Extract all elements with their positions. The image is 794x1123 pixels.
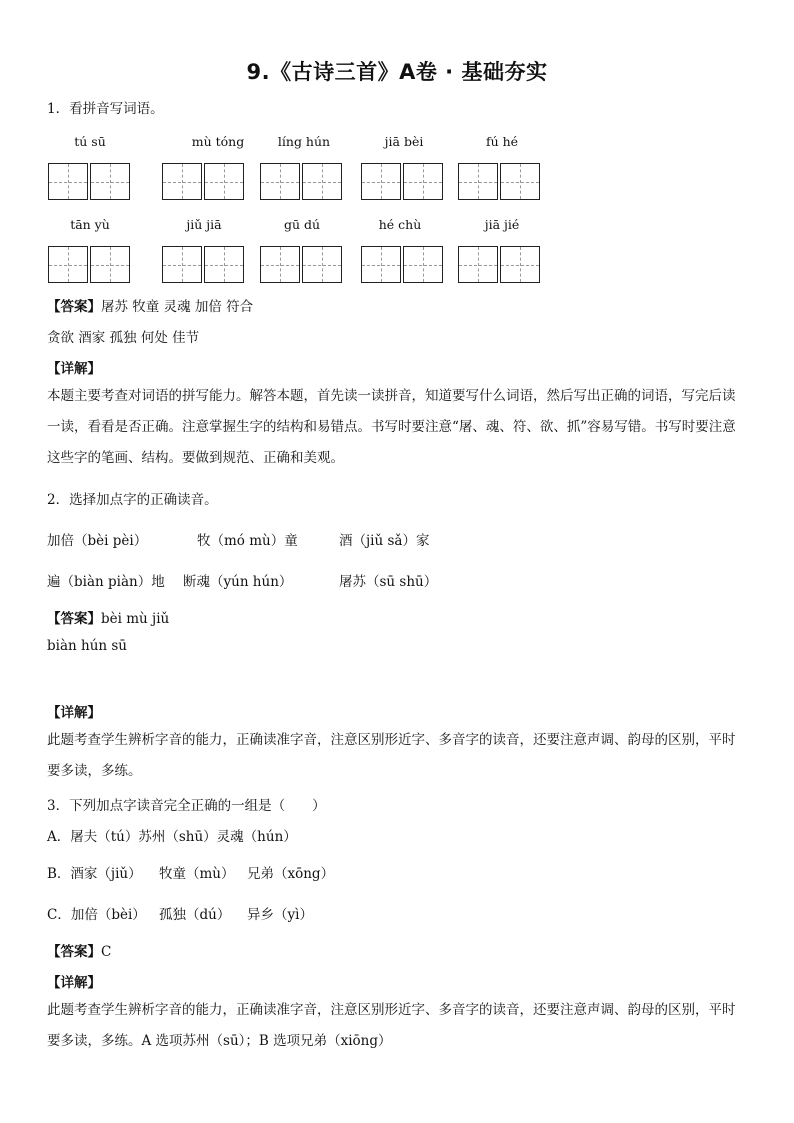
detail-tag: 【详解】	[47, 361, 101, 377]
q2-item: 加倍（bèi pèi）	[47, 533, 148, 549]
pinyin-label: jiǔ jiā	[186, 217, 222, 232]
q3-option-b: 牧童（mù）	[159, 866, 235, 882]
q3-option-c: C．加倍（bèi）	[47, 907, 146, 923]
pinyin-label: mù tóng	[191, 134, 245, 149]
pinyin-label: jiā bèi	[384, 134, 424, 149]
q2-item: 断魂（yún hún）	[183, 574, 293, 590]
q2-item: 酒（jiǔ sǎ）家	[339, 533, 430, 549]
q2-item: 牧（mó mù）童	[197, 533, 298, 549]
q3-option-c: 孤独（dú）	[159, 907, 231, 923]
pinyin-label: hé chù	[378, 217, 422, 232]
pinyin-label: jiā jié	[484, 217, 520, 232]
q3-option-a: A．屠夫（tú）苏州（shū）灵魂（hún）	[47, 829, 297, 845]
pinyin-label: fú hé	[485, 134, 519, 149]
q2-item: 遍（biàn piàn）地	[47, 574, 165, 590]
writing-grid[interactable]	[162, 246, 246, 283]
q3-answer	[47, 940, 111, 960]
q1-detail: 本题主要考查对词语的拼写能力。解答本题，首先读一读拼音，知道要写什么词语，然后写出正确的词语，写完后读一读，看看是否正确。注意掌握生字的结构和易错点。书写时要注意“屠、魂、符、欲、抓”容易写错。书写时要注意这些字的笔画、结构。要做到规范、正确和美观。	[47, 388, 736, 466]
q1-question: 1．看拼音写词语。	[47, 101, 164, 117]
writing-grid[interactable]	[458, 163, 542, 200]
writing-grid[interactable]	[361, 163, 445, 200]
answer-tag: 【答案】	[47, 611, 101, 627]
answer-tag: 【答案】	[47, 299, 101, 315]
answer-text: bèi mù jiǔ	[101, 611, 170, 627]
q3-option-b: 兄弟（xōng）	[247, 866, 335, 882]
detail-tag: 【详解】	[47, 975, 101, 991]
answer-text: 屠苏 牧童 灵魂 加倍 符合	[101, 299, 254, 315]
pinyin-label: líng hún	[277, 134, 331, 149]
q1-answer	[47, 295, 253, 315]
writing-grid[interactable]	[48, 163, 132, 200]
q1-answer-line2: 贪欲 酒家 孤独 何处 佳节	[47, 330, 200, 346]
writing-grid[interactable]	[48, 246, 132, 283]
page-title: 9.《古诗三首》A卷 · 基础夯实	[246, 60, 548, 84]
answer-text: C	[101, 944, 112, 960]
q3-option-b: B．酒家（jiǔ）	[47, 866, 142, 882]
q3-detail: 此题考查学生辨析字音的能力，正确读准字音，注意区别形近字、多音字的读音，还要注意声调、韵母的区别，平时要多读，多练。A 选项苏州（sū）；B 选项兄弟（xiōng）	[47, 1002, 736, 1049]
writing-grid[interactable]	[361, 246, 445, 283]
q3-question: 3．下列加点字读音完全正确的一组是（ ）	[47, 798, 326, 814]
pinyin-label: tān yù	[70, 217, 110, 232]
writing-grid[interactable]	[260, 163, 344, 200]
pinyin-label: tú sū	[74, 134, 106, 149]
pinyin-label: gū dú	[283, 217, 321, 232]
q2-answer-line2: biàn hún sū	[47, 638, 127, 654]
writing-grid[interactable]	[260, 246, 344, 283]
q2-detail: 此题考查学生辨析字音的能力，正确读准字音，注意区别形近字、多音字的读音，还要注意声调、韵母的区别，平时要多读，多练。	[47, 732, 736, 779]
q3-option-c: 异乡（yì）	[247, 907, 313, 923]
q2-question: 2．选择加点字的正确读音。	[47, 492, 218, 508]
q2-item: 屠苏（sū shū）	[339, 574, 438, 590]
writing-grid[interactable]	[458, 246, 542, 283]
q2-answer	[47, 607, 169, 627]
writing-grid[interactable]	[162, 163, 246, 200]
answer-tag: 【答案】	[47, 944, 101, 960]
detail-tag: 【详解】	[47, 705, 101, 721]
